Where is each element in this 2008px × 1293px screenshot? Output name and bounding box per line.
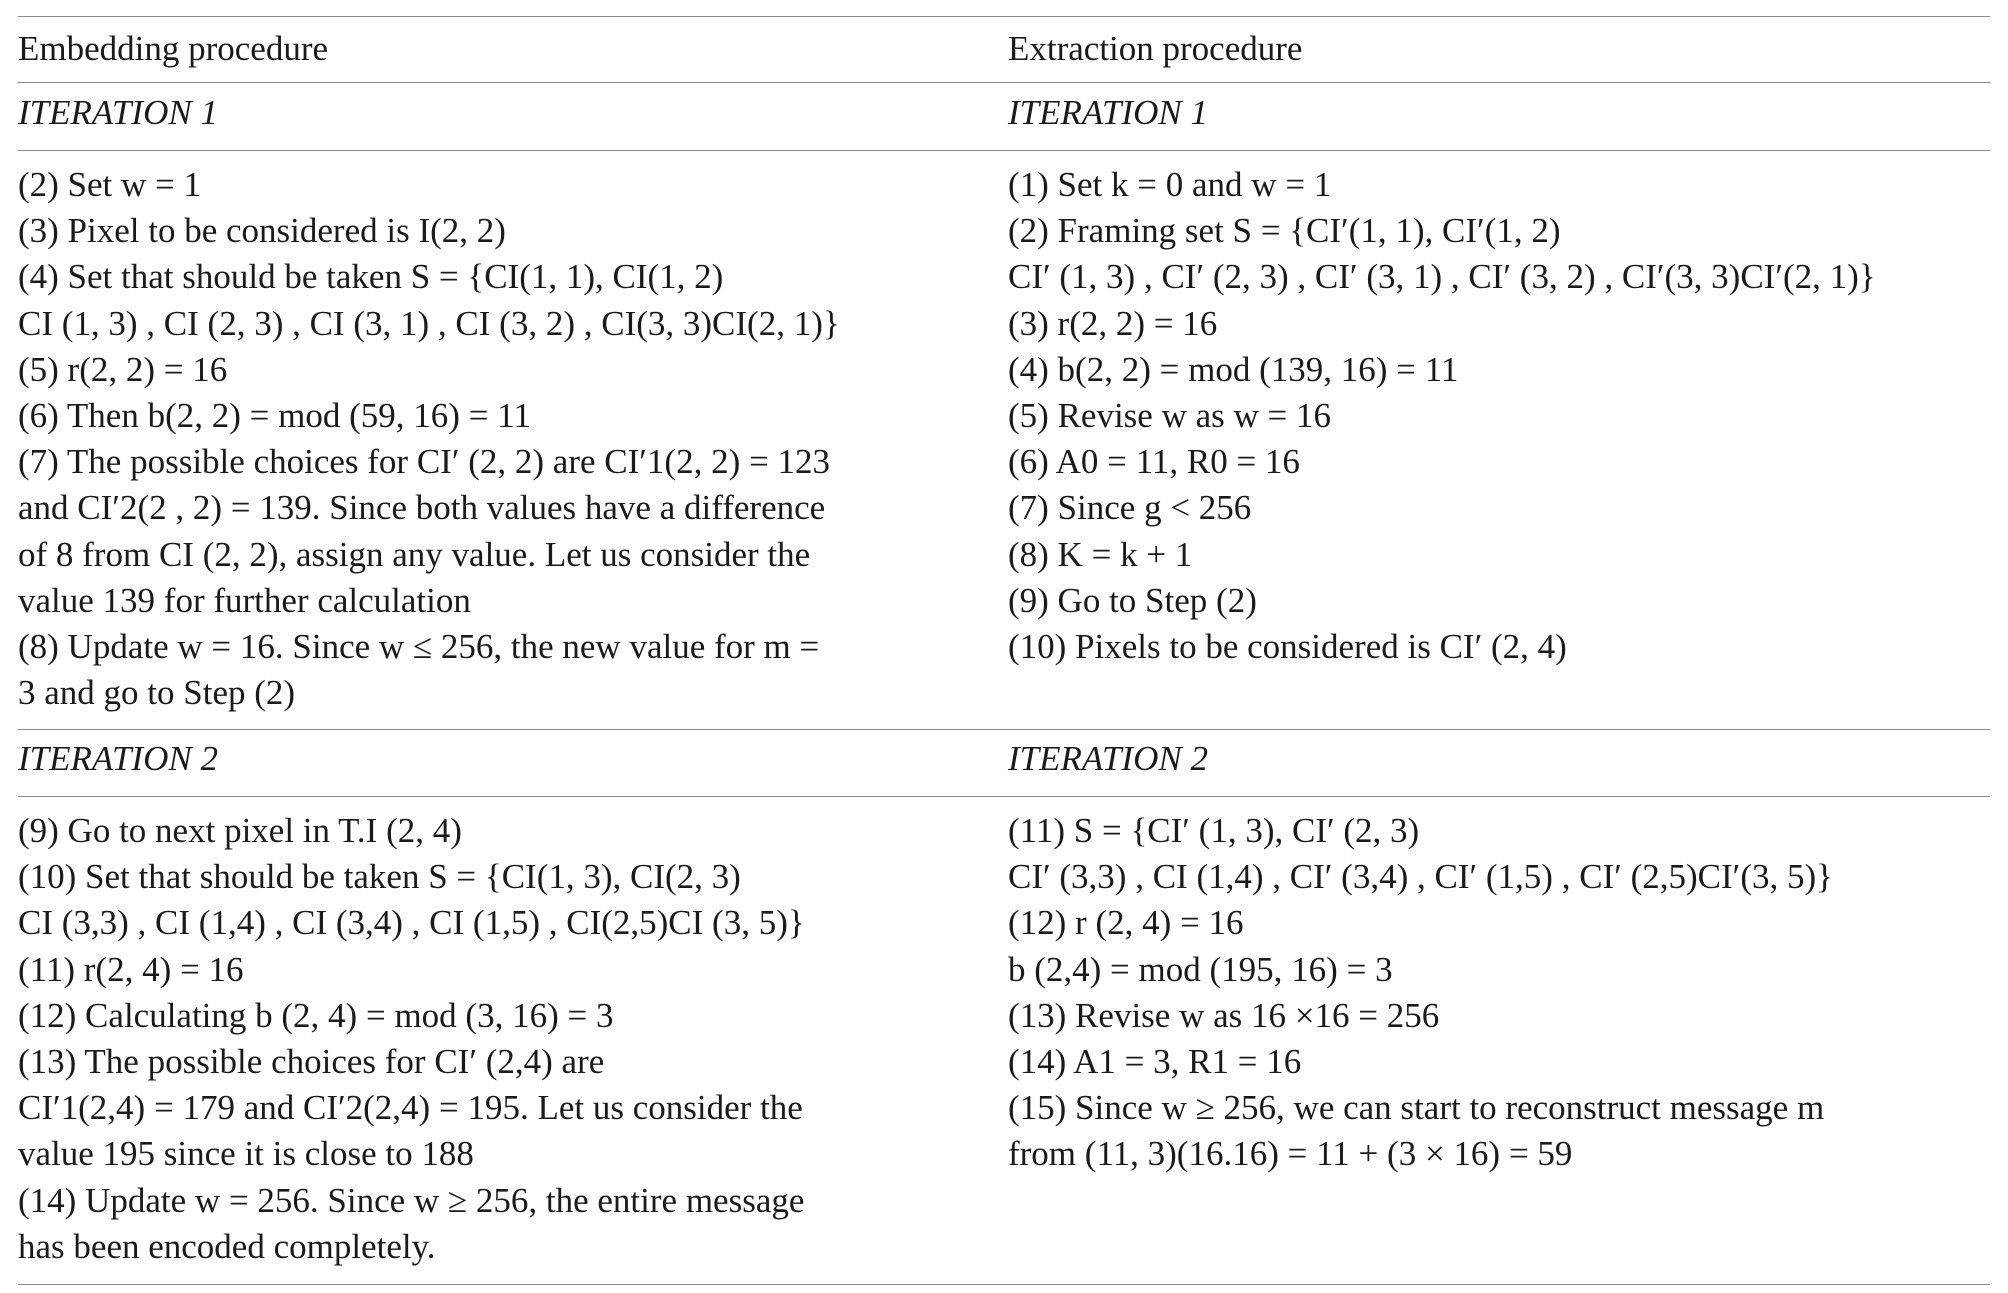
emb1-line: (6) Then b(2, 2) = mod (59, 16) = 11 xyxy=(18,396,531,436)
ext2-line: (12) r (2, 4) = 16 xyxy=(1008,903,1244,943)
ext1-line: (3) r(2, 2) = 16 xyxy=(1008,303,1218,343)
emb2-line: (14) Update w = 256. Since w ≥ 256, the entire message xyxy=(18,1180,805,1220)
iteration-2-embedding xyxy=(18,808,988,1270)
emb1-line: value 139 for further calculation xyxy=(18,580,471,620)
emb1-line: (4) Set that should be taken S = {CI(1, 1), CI(1, 2) xyxy=(18,257,724,297)
table-bottom-rule xyxy=(18,1284,1990,1285)
ext2-line: b (2,4) = mod (195, 16) = 3 xyxy=(1008,949,1393,989)
emb2-line: CI′1(2,4) = 179 and CI′2(2,4) = 195. Let us consider the xyxy=(18,1088,803,1128)
iteration-2-rule xyxy=(18,796,1990,797)
emb2-line: (9) Go to next pixel in T.I (2, 4) xyxy=(18,811,462,850)
emb2-line: CI (3,3) , CI (1,4) , CI (3,4) , CI (1,5) , CI(2,5)CI (3, 5)} xyxy=(18,903,805,943)
ext2-line: (14) A1 = 3, R1 = 16 xyxy=(1008,1042,1302,1082)
emb1-line: of 8 from CI (2, 2), assign any value. Let us consider the xyxy=(18,534,811,574)
emb1-line: (7) The possible choices for CI′ (2, 2) are CI′1(2, 2) = 123 xyxy=(18,442,830,482)
ext1-line: (6) A0 = 11, R0 = 16 xyxy=(1008,442,1300,482)
ext1-line: CI′ (1, 3) , CI′ (2, 3) , CI′ (3, 1) , CI′ (3, 2) , CI′(3, 3)CI′(2, 1)} xyxy=(1008,257,1876,297)
iteration-2-label-right: ITERATION 2 xyxy=(1008,739,1208,778)
emb2-line: (11) r(2, 4) = 16 xyxy=(18,949,244,989)
emb1-line: CI (1, 3) , CI (2, 3) , CI (3, 1) , CI (3, 2) , CI(3, 3)CI(2, 1)} xyxy=(18,303,840,343)
emb1-line: and CI′2(2 , 2) = 139. Since both values have a difference xyxy=(18,488,826,528)
emb1-line: (5) r(2, 2) = 16 xyxy=(18,349,228,389)
ext1-line: (1) Set k = 0 and w = 1 xyxy=(1008,165,1332,204)
header-embedding: Embedding procedure xyxy=(18,29,329,68)
ext2-line: (13) Revise w as 16 ×16 = 256 xyxy=(1008,995,1440,1035)
iteration-1-rule xyxy=(18,150,1990,151)
table-top-rule xyxy=(18,16,1990,17)
ext1-line: (8) K = k + 1 xyxy=(1008,534,1193,574)
emb2-line: has been encoded completely. xyxy=(18,1226,436,1266)
iteration-1-extraction xyxy=(1008,162,1990,670)
iteration-2-label-left: ITERATION 2 xyxy=(18,739,218,778)
ext1-line: (2) Framing set S = {CI′(1, 1), CI′(1, 2) xyxy=(1008,211,1561,251)
emb2-line: (13) The possible choices for CI′ (2,4) are xyxy=(18,1042,605,1082)
ext1-line: (5) Revise w as w = 16 xyxy=(1008,396,1332,436)
iteration-1-embedding xyxy=(18,162,988,716)
ext1-line: (10) Pixels to be considered is CI′ (2, 4) xyxy=(1008,627,1567,667)
emb1-line: (8) Update w = 16. Since w ≤ 256, the new value for m = xyxy=(18,627,820,667)
emb2-line: (10) Set that should be taken S = {CI(1, 3), CI(2, 3) xyxy=(18,857,741,897)
iteration-1-label-left: ITERATION 1 xyxy=(18,93,218,132)
header-extraction: Extraction procedure xyxy=(1008,29,1303,68)
ext2-line: (15) Since w ≥ 256, we can start to reconstruct message m xyxy=(1008,1088,1825,1128)
iteration-2-top-rule xyxy=(18,729,1990,730)
emb1-line: 3 and go to Step (2) xyxy=(18,673,296,713)
iteration-1-label-right: ITERATION 1 xyxy=(1008,93,1208,132)
ext2-line: CI′ (3,3) , CI (1,4) , CI′ (3,4) , CI′ (1,5) , CI′ (2,5)CI′(3, 5)} xyxy=(1008,857,1833,897)
ext2-line: from (11, 3)(16.16) = 11 + (3 × 16) = 59 xyxy=(1008,1134,1573,1174)
ext1-line: (7) Since g < 256 xyxy=(1008,488,1252,528)
ext1-line: (9) Go to Step (2) xyxy=(1008,580,1257,620)
ext1-line: (4) b(2, 2) = mod (139, 16) = 11 xyxy=(1008,349,1459,389)
emb2-line: (12) Calculating b (2, 4) = mod (3, 16) = 3 xyxy=(18,995,614,1035)
emb1-line: (2) Set w = 1 xyxy=(18,165,202,204)
emb2-line: value 195 since it is close to 188 xyxy=(18,1134,474,1174)
emb1-line: (3) Pixel to be considered is I(2, 2) xyxy=(18,211,506,251)
header-rule xyxy=(18,82,1990,83)
ext2-line: (11) S = {CI′ (1, 3), CI′ (2, 3) xyxy=(1008,811,1420,850)
iteration-2-extraction xyxy=(1008,808,1990,1178)
